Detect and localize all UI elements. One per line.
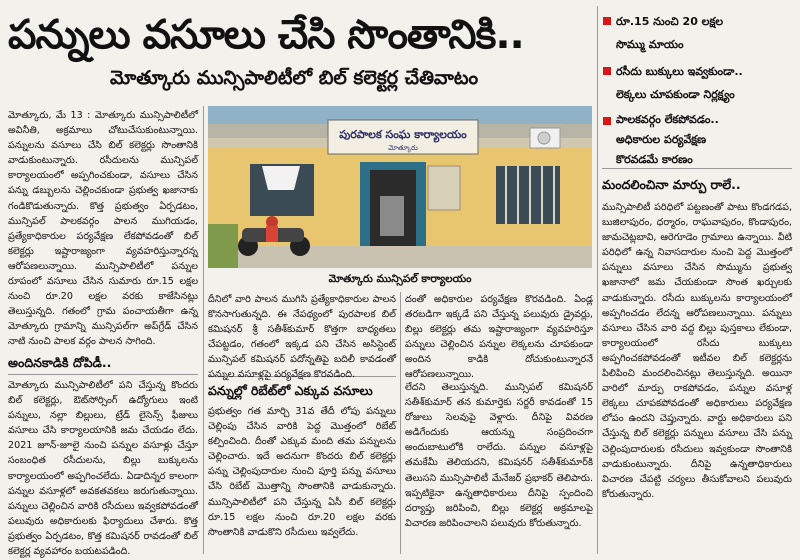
column-2-upper-paragraph: దీనిలో వారి పాలన ముగిసి ప్రత్యేకాధికారుల పాలన కొనసాగుతున్నది. ఈ నేపథ్యంలో పురపాలక బిల్ కమిషనర్ శ్రీ సతీశ్‌కుమార్ కొత్తగా బాధ్యతలు చేపట్టడం, గతంలో ఇక్కడ పని చేసిన అసిస్టెంట్ మున్సిపల్ కమిషనర్ పదోన్నతిపై బదిలీ కావడంతో పన్నుల వసూళ్లపై పర్యవేక్షణ కొరవడింది. (208, 294, 396, 381)
article-column-3-body (405, 380, 593, 554)
red-bullet-icon (603, 67, 611, 75)
column-divider (400, 292, 401, 554)
office-sign-text: పురపాలక సంఘ కార్యాలయం (339, 128, 467, 141)
headline: పన్నులు వసూలు చేసి సొంతానికి.. (8, 12, 524, 58)
column-divider (203, 106, 204, 554)
highlight-item: రూ.15 నుంచి 20 లక్షల సొమ్ము మాయం (602, 10, 792, 56)
column-3-body-paragraph: లేదని తెలుస్తున్నది. మున్సిపల్ కమిషనర్ సతీశ్‌కుమార్ తన కుమార్తెకు సర్జరీ కావడంతో 15 రోజులు సెలవుపై వెళ్లారు. దీనిపై వివరణ అడిగేందుకు ఆయన్ను సంప్రదించగా అందుబాటులోకి రాలేదు. పన్నుల వసూళ్లపై తమకేమీ తెలియదని, కమిషనర్ సతీశ్‌కుమార్‌కి తెలుసని మున్సిపాలిటీ మేనేజర్ ప్రభాకర్ తెలిపారు. ఇప్పటికైనా ఉన్నతాధికారులు దీనిపై స్పందించి దర్యాప్తు జరిపించి, బిల్లు కలెక్టర్ల అక్రమాలపై విచారణ జరిపించాలని పలువురు కోరుతున్నారు. (405, 382, 593, 529)
lead-paragraph: మోత్కూరు, మే 13 : మోత్కూరు మున్సిపాలిటీలో అవినీతి, అక్రమాలు చోటుచేసుకుంటున్నాయి. పన్నులను వసూలు చేసి బిల్ కలెక్టర్లు సొంతానికి వాడుకుంటున్నారు. రసీదులను మున్సిపల్ కార్యాలయంలో అప్పగించకుండా, వసూలు చేసిన పన్ను డబ్బులను చెల్లించకుండా ప్రభుత్వ ఖజానాకు గండికొడుతున్నారు. కొత్త ప్రభుత్వం ఏర్పడటం, మున్సిపల్ పాలకవర్గం పాలన ముగియడం, ప్రత్యేకాధికారుల పర్యవేక్షణ లేకపోవడంతో బిల్ కలెక్టర్లు ఇష్టారాజ్యంగా వ్యవహరిస్తున్నారన్న ఆరోపణలున్నాయి. మున్సిపాలిటీలో పన్నుల రూపంలో వసూలు చేసిన సుమారు రూ.15 లక్షల నుంచి రూ.20 లక్షల వరకు కాజేసినట్లు తెలుస్తున్నది. గతంలో గ్రామ పంచాయతీగా ఉన్న మోత్కూరు గ్రామాన్ని మున్సిపల్‌గా అప్‌గ్రేడ్ చేసిన నాటి నుంచి పాలక వర్గం పాలన సాగింది. (8, 110, 198, 348)
article-column-2-body (208, 404, 396, 554)
subheadline: మోత్కూరు మున్సిపాలిటీలో బిల్ కలెక్టర్ల చేతివాటం (110, 67, 479, 89)
column-3-upper-paragraph: దంతో అధికారుల పర్యవేక్షణ కొరవడింది. ఏండ్ల తరబడిగా ఇక్కడే పని చేస్తున్న పలువురు డ్రైవర్లు, బిల్లు కలెక్టర్లు తమ ఇష్టారాజ్యంగా వ్యవహరిస్తూ పన్నులు చెల్లించిన పన్నుల లెక్కలను చూపకుండా అందిన కాడికి దోచుకుంటున్నారనే ఆరోపణలున్నాయి. (405, 294, 593, 381)
red-bullet-icon (603, 117, 611, 125)
rebate-paragraph: ప్రభుత్వం గత మార్చి 31వ తేదీ లోపు పన్నులు చెల్లింపు చేసిన వారికి పెద్ద మొత్తంలో రిబేట్ కల్పించింది. దీంతో ఎక్కువ మంది తమ పన్నులను చెల్లించారు. ఇదే అదనుగా కొందరు బిల్ కలెక్టర్లు పన్ను చెల్లింపుదారుల నుంచి పూర్తి పన్ను వసూలు చేసి రిబేట్ మొత్తాన్ని సొంతానికి వాడుకున్నారు. మున్సిపాలిటీలో పని చేస్తున్న ఏసీ బిల్ కలెక్టర్లు రూ.15 లక్షల నుంచి రూ.20 లక్షల వరకు సొంతానికి వాడుకొని రసీదులు ఇవ్వలేదు. (208, 406, 396, 538)
article-column-4-body (602, 200, 792, 554)
article-column-1-body (8, 378, 198, 558)
red-bullet-icon (603, 17, 611, 25)
highlight-item: రసీదు బుక్కులు ఇవ్వకుండా.. లెక్కలు చూపకుండా నిర్లక్ష్యం (602, 60, 792, 106)
section-heading-rebate: పన్నుల్లో రిబేట్‌లో ఎక్కువ వసూలు (208, 383, 373, 398)
article-column-1 (8, 108, 198, 350)
article-column-3-upper (405, 292, 593, 381)
section-heading-no-change: మందలించినా మార్పు రాలే.. (602, 177, 741, 192)
photo-caption: మోత్కూరు మున్సిపల్ కార్యాలయం (328, 273, 472, 285)
sidebar-divider (597, 6, 598, 554)
office-sign-subtext: మోత్కూరు (388, 144, 418, 152)
section-heading-looting: అందినకాడికి దోపిడీ.. (8, 352, 198, 375)
municipal-office-photo (208, 106, 592, 268)
highlights-box (602, 8, 792, 164)
column-4-paragraph: మున్సిపాలిటీ పరిధిలో పట్టణంతో పాటు కొండగడప, బుజిలాపురం, ధర్మారం, రాఘవాపురం, కొండాపురం, జామచెట్లబావి, ఆరెగూడెం గ్రామాలు ఉన్నాయి. వీటి పరిధిలో ఉన్న నివాసదారుల నుంచి పెద్ద మొత్తంలో పన్నులు వసూలు చేసిన సొమ్మును ప్రభుత్వ ఖజానాలో జమ చేయకుండా సొంత ఖర్చులకు వాడుకున్నారు. రసీదు బుక్కులను కార్యాలయంలో అప్పగించడం లేదన్న ఆరోపణలున్నాయి. పన్నులు వసూలు చేసిన వారి వద్ద బిల్లు పుస్తకాలు లేకుండా, కార్యాలయంలో రసీదు బుక్కులు అప్పగించకపోవడంతో ఇటీవల బిల్ కలెక్టర్లను పిలిపించి మందలించినట్లు తెలుస్తున్నది. అయినా వారిలో మార్పు రాకపోవడం, పన్నుల వసూళ్ల లెక్కలు చూపకపోవడంతో అధికారులు పర్యవేక్షణ లోపం ఉందని చెప్తున్నారు. వార్డు అధికారులు పని చేస్తున్న బిల్ కలెక్టర్లు పన్నులు వసూలు చేసి పన్ను చెల్లింపుదారులకు రసీదులు ఇవ్వకుండా సొంతానికి వాడుకుంటున్నారు. దీనిపై ఉన్నతాధికారులు విచారణ చేపట్టి చర్యలు తీసుకోవాలని పలువురు కోరుతున్నారు. (602, 202, 792, 500)
looting-paragraph: మోత్కూరు మున్సిపాలిటీలో పని చేస్తున్న కొందరు బిల్ కలెక్టర్లు, ఔట్‌సోర్సింగ్ ఉద్యోగులు ఇంటి పన్నులు, నల్లా బిల్లులు, ట్రేడ్ లైసెన్స్ ఫీజులు వసూలు చేసి కార్యాలయానికి జమ చేయడం లేదు. 2021 జూన్-జూలై నుంచి పన్నుల వసూళ్లు చేస్తూ సంబంధిత రసీదులను, బిల్లు బుక్కులను కార్యాలయంలో అప్పగించలేదు. ఏడాదిన్నర కాలంగా పన్నుల వసూళ్లలో అవకతవకలు జరుగుతున్నాయి. పన్నులు చెల్లించిన వారికి రసీదులు ఇవ్వకపోవడంతో పలువురు అధికారులకు ఫిర్యాదులు చేశారు. కొత్త ప్రభుత్వం ఏర్పడటం, కొత్త కమిషనర్ రావడంతో బిల్ కలెక్టర్ల వ్యవహారం బయటపడింది. (8, 380, 198, 558)
highlight-item: పాలకవర్గం లేకపోవడం.. అధికారుల పర్యవేక్షణ కొరవడమే కారణం (602, 110, 792, 170)
article-column-2-upper (208, 292, 396, 381)
office-building-image (208, 106, 592, 268)
